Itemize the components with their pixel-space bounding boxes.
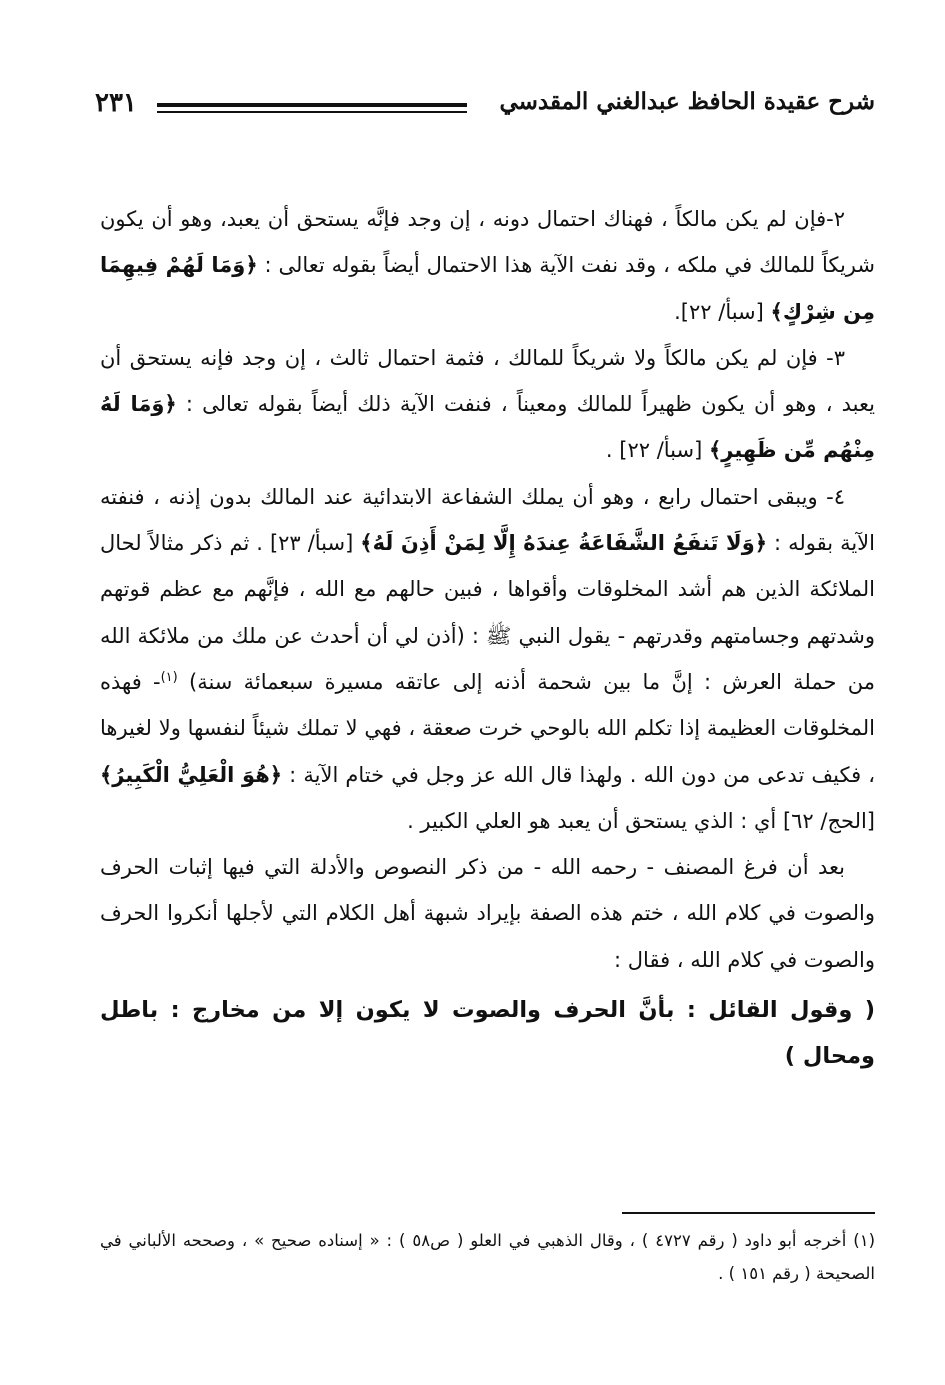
footnote-divider bbox=[622, 1212, 875, 1214]
paragraph-2: ٢-فإن لم يكن مالكاً ، فهناك احتمال دونه ، إن وجد فإنَّه يستحق أن يعبد، وهو أن يكون شريكاً للمالك في ملكه ، وقد نفت الآية هذا الاحتمال أيضاً بقوله تعالى : ﴿وَمَا لَهُمْ فِيهِمَا مِن شِرْكٍ﴾ [سبأ/ ٢٢]. bbox=[100, 207, 875, 324]
header-rule bbox=[157, 103, 467, 115]
quoted-text: ( وقول القائل : بأنَّ الحرف والصوت لا يكون إلا من مخارج : باطل ومحال ) bbox=[100, 997, 875, 1070]
book-title: شرح عقيدة الحافظ عبدالغني المقدسي bbox=[499, 88, 875, 115]
paragraph-4: ٤- ويبقى احتمال رابع ، وهو أن يملك الشفاعة الابتدائية عند المالك بدون إذنه ، فنفته الآية بقوله : ﴿وَلَا تَنفَعُ الشَّفَاعَةُ عِندَهُ إِلَّا لِمَنْ أَذِنَ لَهُ﴾ [سبأ/ ٢٣] . ثم ذكر مثالاً لحال الملائكة الذين هم أشد المخلوقات وأقواها ، فبين حالهم مع الله ، فإنَّهم مع عظم قوتهم وشدتهم وجسامتهم وقدرتهم - يقول النبي ﷺ : (أذن لي أن أحدث عن ملك من ملائكة الله من حملة العرش : إنَّ ما بين شحمة أذنه إلى عاتقه مسيرة سبعمائة سنة) $^{(١)}$- فهذه المخلوقات العظيمة إذا تكلم الله بالوحي خرت صعقة ، فهي لا تملك شيئاً لنفسها ولا لغيرها ، فكيف تدعى من دون الله . ولهذا قال الله عز وجل في ختام الآية : ﴿هُوَ الْعَلِيُّ الْكَبِيرُ﴾ [الحج/ ٦٢] أي : الذي يستحق أن يعبد هو العلي الكبير . bbox=[100, 484, 876, 833]
quran-verse: ﴿وَلَا تَنفَعُ الشَّفَاعَةُ عِندَهُ إِلَّا لِمَنْ أَذِنَ لَهُ﴾ bbox=[360, 531, 768, 556]
running-header bbox=[95, 88, 875, 128]
footnote-ref[interactable]: (١) bbox=[160, 669, 178, 685]
quran-verse: ﴿هُوَ الْعَلِيُّ الْكَبِيرُ﴾ bbox=[100, 762, 283, 787]
footnote: (١) أخرجه أبو داود ( رقم ٤٧٢٧ ) ، وقال الذهبي في العلو ( ص٥٨ ) : « إسناده صحيح » ، وصححه الألباني في الصحيحة ( رقم ١٥١ ) . bbox=[100, 1231, 875, 1283]
quran-verse: ﴿وَمَا لَهُمْ فِيهِمَا مِن شِرْكٍ﴾ bbox=[100, 253, 875, 324]
paragraph-3: ٣- فإن لم يكن مالكاً ولا شريكاً للمالك ، فثمة احتمال ثالث ، إن وجد فإنه يستحق أن يعبد ، وهو أن يكون ظهيراً للمالك ومعيناً ، فنفت الآية ذلك أيضاً بقوله تعالى : ﴿وَمَا لَهُ مِنْهُم مِّن ظَهِيرٍ﴾ [سبأ/ ٢٢] . bbox=[100, 345, 875, 463]
page-number: ٢٣١ bbox=[95, 88, 137, 118]
paragraph-5: بعد أن فرغ المصنف - رحمه الله - من ذكر النصوص والأدلة التي فيها إثبات الحرف والصوت في كلام الله ، ختم هذه الصفة بإيراد شبهة أهل الكلام التي لأجلها أنكروا الحرف والصوت في كلام الله ، فقال : bbox=[100, 855, 875, 972]
quran-verse: ﴿وَمَا لَهُ مِنْهُم مِّن ظَهِيرٍ﴾ bbox=[100, 392, 875, 463]
main-text bbox=[100, 196, 875, 1079]
